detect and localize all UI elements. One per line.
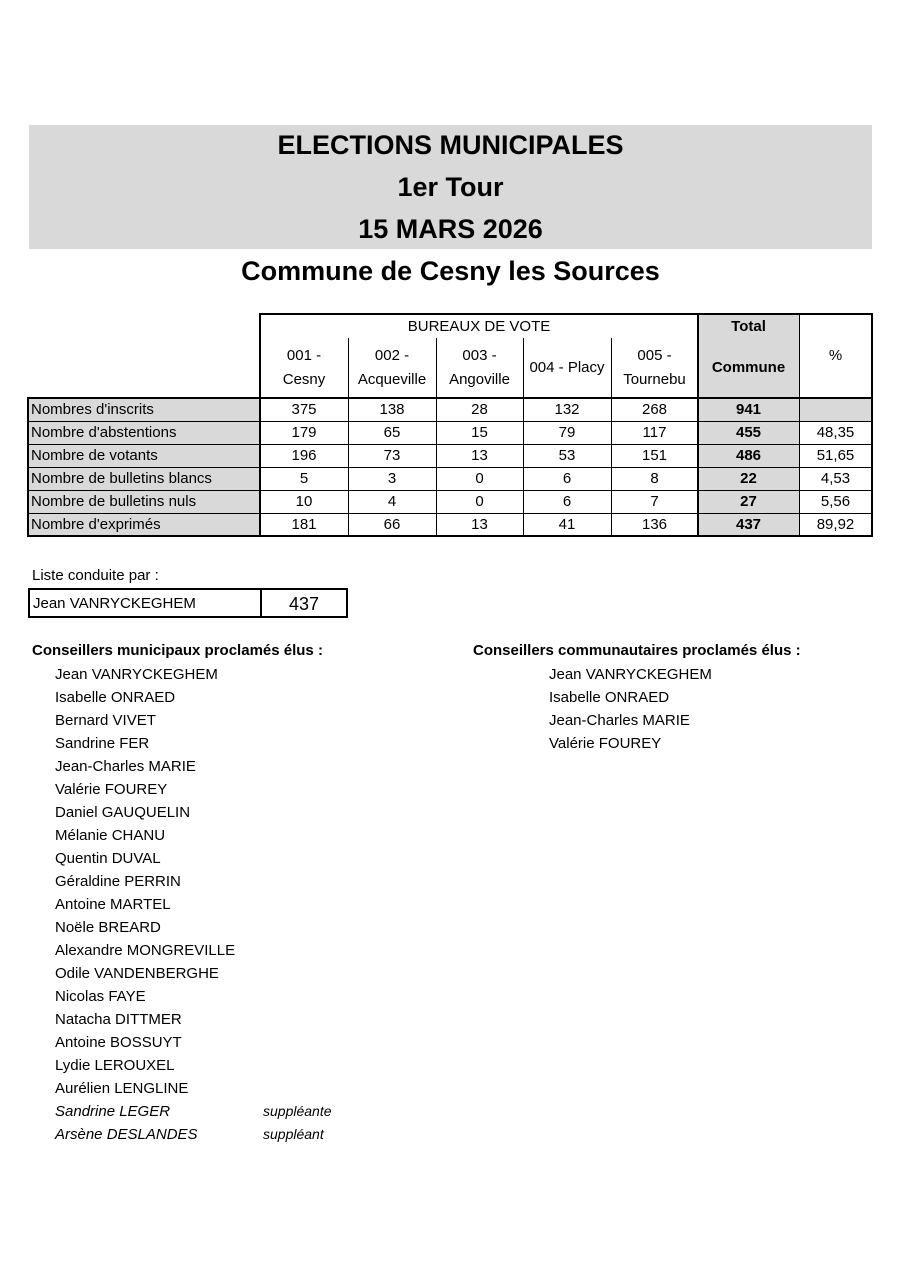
member-name: Jean VANRYCKEGHEM [55, 666, 218, 683]
municipal-member [55, 1054, 235, 1077]
row-value: 151 [641, 447, 668, 464]
list-caption: Liste conduite par : [32, 567, 159, 584]
member-name: Daniel GAUQUELIN [55, 804, 191, 821]
row-label: Nombre de votants [28, 444, 260, 467]
grid-line [799, 313, 800, 537]
row-value: 28 [471, 401, 488, 418]
row-percent: 89,92 [816, 516, 855, 533]
row-value: 196 [291, 447, 317, 464]
municipal-member [55, 732, 235, 755]
municipal-member [55, 1031, 235, 1054]
row-value: 268 [641, 401, 668, 418]
member-name: Valérie FOUREY [55, 781, 168, 798]
row-value: 13 [471, 516, 488, 533]
row-value: 179 [291, 424, 317, 441]
member-name: Antoine MARTEL [55, 896, 171, 913]
list-leader: Jean VANRYCKEGHEM [33, 595, 196, 612]
municipal-member [55, 1077, 235, 1100]
bureaux-header: BUREAUX DE VOTE [407, 318, 551, 335]
member-name: Nicolas FAYE [55, 988, 146, 1005]
municipal-member [55, 985, 235, 1008]
row-percent: 5,56 [820, 493, 851, 510]
bureau-header-line1: 001 - [286, 347, 322, 364]
member-name: Odile VANDENBERGHE [55, 965, 219, 982]
grid-line [871, 313, 873, 537]
row-total: 941 [698, 398, 799, 421]
member-name: Antoine BOSSUYT [55, 1034, 182, 1051]
member-name: Bernard VIVET [55, 712, 156, 729]
row-total: 437 [698, 513, 799, 536]
row-label: Nombre de bulletins nuls [28, 490, 260, 513]
municipal-member [55, 801, 235, 824]
grid-line [28, 535, 873, 537]
row-value: 10 [295, 493, 313, 510]
row-value: 0 [475, 470, 484, 487]
row-value: 73 [383, 447, 401, 464]
member-name: Aurélien LENGLINE [55, 1080, 189, 1097]
row-total: 22 [698, 467, 799, 490]
municipal-member [55, 824, 235, 847]
member-name: Quentin DUVAL [55, 850, 161, 867]
member-name: Isabelle ONRAED [549, 689, 670, 706]
row-value: 65 [383, 424, 401, 441]
municipal-member [55, 663, 235, 686]
municipal-member [55, 1008, 235, 1031]
municipal-member [55, 939, 235, 962]
row-percent [799, 398, 872, 421]
member-role: suppléant [263, 1126, 324, 1142]
communautaire-member [549, 663, 712, 686]
grid-line [259, 313, 261, 537]
communautaire-title: Conseillers communautaires proclamés élus : [473, 642, 801, 659]
row-percent: 4,53 [820, 470, 851, 487]
row-label: Nombre de bulletins blancs [28, 467, 260, 490]
row-label: Nombre d'abstentions [28, 421, 260, 444]
municipal-member [55, 686, 235, 709]
member-name: Jean-Charles MARIE [55, 758, 196, 775]
grid-line [28, 490, 872, 491]
municipal-member [55, 778, 235, 801]
election-date: 15 MARS 2026 [358, 214, 543, 244]
bureau-header-line1: 003 - [462, 347, 497, 364]
grid-line [28, 513, 872, 514]
row-value: 4 [387, 493, 397, 510]
member-name: Lydie LEROUXEL [55, 1057, 175, 1074]
bureau-header-line1: 004 - Placy [529, 359, 605, 376]
member-name: Isabelle ONRAED [55, 689, 176, 706]
row-total: 455 [698, 421, 799, 444]
grid-line [611, 338, 612, 536]
row-total: 27 [698, 490, 799, 513]
municipal-member [55, 962, 235, 985]
row-value: 6 [562, 493, 572, 510]
member-name: Alexandre MONGREVILLE [55, 942, 236, 959]
member-name: Géraldine PERRIN [55, 873, 181, 890]
municipal-member [55, 916, 235, 939]
communautaire-member [549, 686, 712, 709]
total-header-bottom: Commune [711, 359, 786, 376]
row-total: 486 [698, 444, 799, 467]
communautaire-member [549, 709, 712, 732]
grid-line [348, 338, 349, 536]
communautaire-member [549, 732, 712, 755]
member-name: Sandrine LEGER [55, 1103, 171, 1120]
grid-line [523, 338, 524, 536]
row-value: 41 [558, 516, 576, 533]
election-title: ELECTIONS MUNICIPALES [277, 130, 624, 160]
row-value: 7 [650, 493, 659, 510]
row-percent: 48,35 [816, 424, 855, 441]
row-label: Nombre d'exprimés [28, 513, 260, 536]
row-value: 181 [291, 516, 317, 533]
municipal-title: Conseillers municipaux proclamés élus : [32, 642, 323, 659]
member-name: Arsène DESLANDES [55, 1126, 198, 1143]
member-name: Mélanie CHANU [55, 827, 166, 844]
municipal-member [55, 893, 235, 916]
member-name: Jean-Charles MARIE [549, 712, 690, 729]
bureau-header-line2: Acqueville [357, 371, 427, 388]
row-value: 138 [379, 401, 405, 418]
row-value: 5 [299, 470, 309, 487]
row-value: 0 [475, 493, 484, 510]
bureau-header-line2: Angoville [449, 371, 510, 388]
row-value: 79 [558, 424, 576, 441]
row-label: Nombres d'inscrits [28, 398, 260, 421]
grid-line [28, 444, 872, 445]
row-value: 117 [642, 424, 667, 441]
grid-line [436, 338, 437, 536]
member-role: suppléante [263, 1103, 332, 1119]
bureau-header-line2: Tournebu [623, 371, 686, 388]
grid-line [28, 397, 873, 399]
grid-line [28, 467, 872, 468]
row-value: 3 [387, 470, 397, 487]
row-value: 66 [383, 516, 401, 533]
municipal-list [55, 663, 332, 1146]
member-name: Sandrine FER [55, 735, 150, 752]
municipal-member [55, 870, 235, 893]
bureau-header-line1: 002 - [374, 347, 410, 364]
list-box [28, 588, 348, 618]
municipal-member [55, 1123, 324, 1146]
list-votes: 437 [288, 594, 320, 614]
bureau-header-line1: 005 - [637, 347, 672, 364]
row-value: 132 [554, 401, 580, 418]
row-value: 375 [291, 401, 317, 418]
election-round: 1er Tour [397, 172, 504, 202]
municipal-member [55, 709, 235, 732]
member-name: Valérie FOUREY [549, 735, 662, 752]
member-name: Jean VANRYCKEGHEM [549, 666, 712, 683]
municipal-member [55, 755, 235, 778]
member-name: Noële BREARD [55, 919, 161, 936]
grid-line [28, 421, 872, 422]
member-name: Natacha DITTMER [55, 1011, 182, 1028]
bureau-header-line2: Cesny [282, 371, 326, 388]
row-value: 13 [471, 447, 488, 464]
municipal-member [55, 1100, 332, 1123]
total-header-top: Total [731, 318, 766, 335]
row-value: 6 [562, 470, 572, 487]
commune-name: Commune de Cesny les Sources [241, 256, 660, 286]
row-value: 53 [558, 447, 576, 464]
row-value: 8 [650, 470, 659, 487]
communautaire-list [549, 663, 712, 755]
grid-line [697, 313, 699, 537]
grid-line [27, 397, 29, 537]
row-value: 15 [471, 424, 488, 441]
municipal-member [55, 847, 235, 870]
grid-line [260, 313, 873, 315]
pct-header: % [828, 347, 843, 364]
row-value: 136 [641, 516, 668, 533]
row-percent: 51,65 [816, 447, 855, 464]
